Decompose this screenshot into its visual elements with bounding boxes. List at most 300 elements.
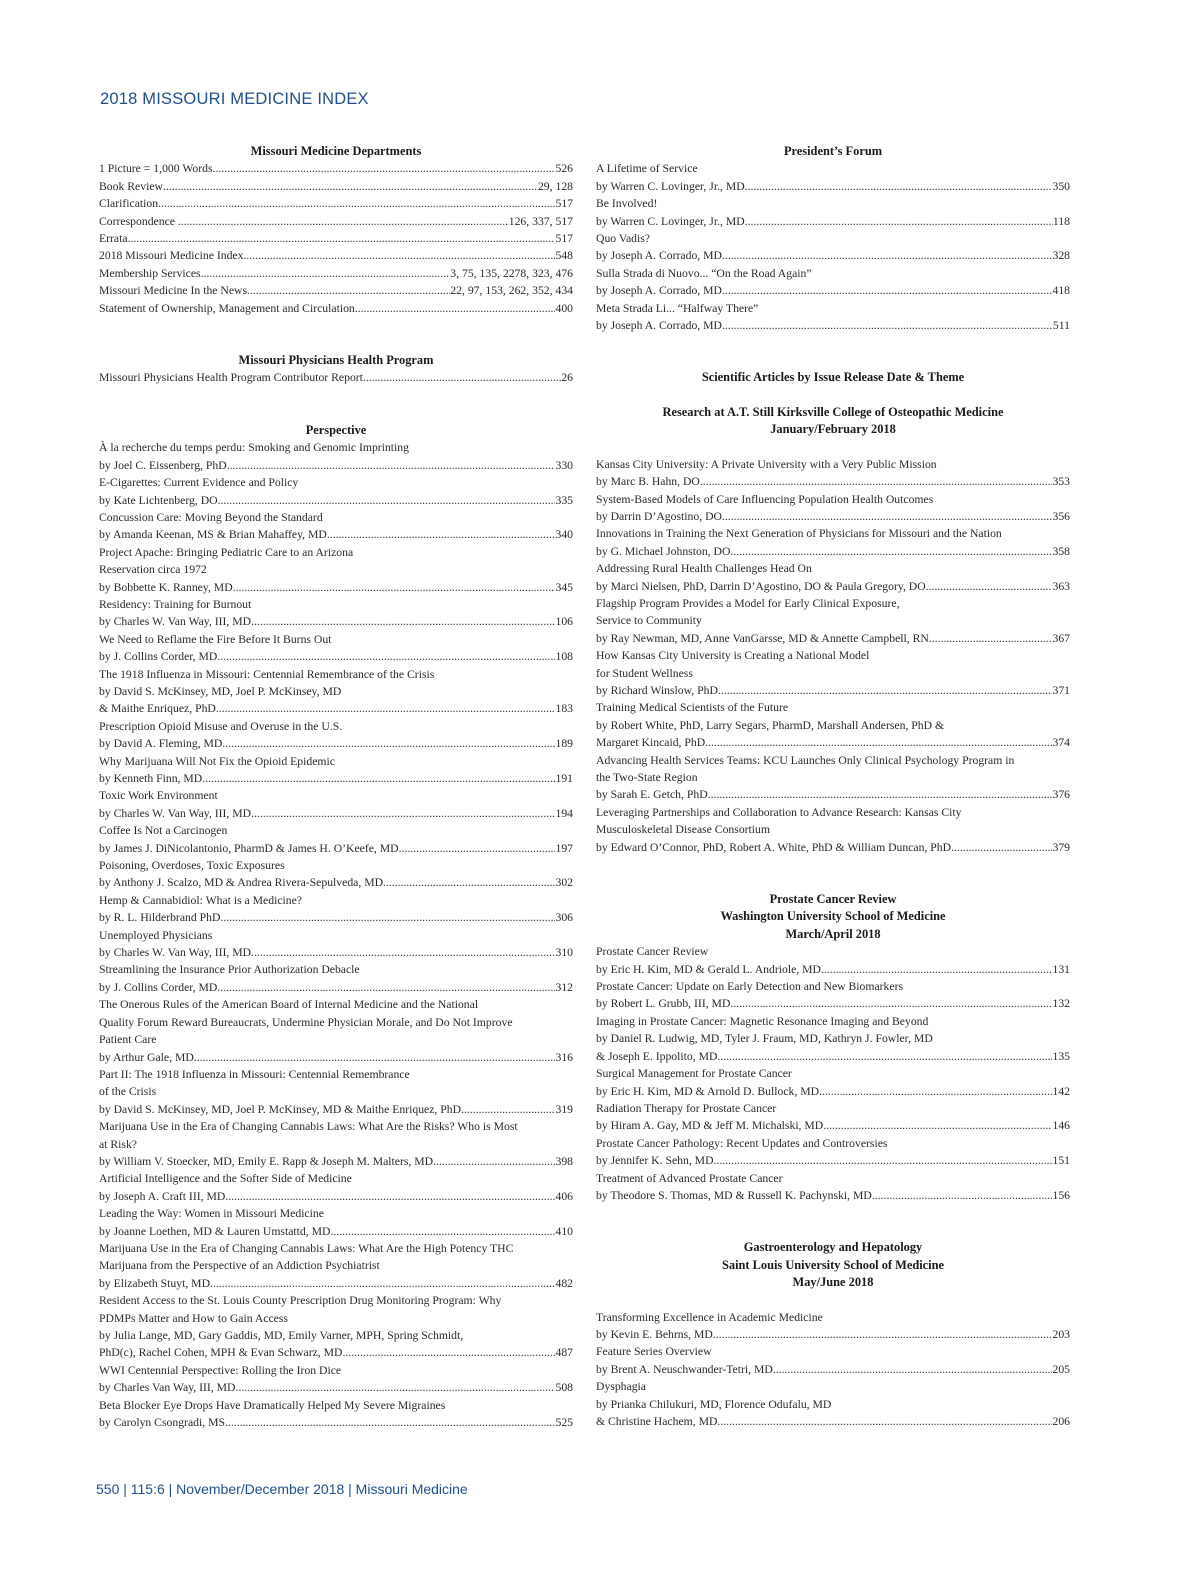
index-entry <box>596 230 1070 265</box>
entry-title-line: A Lifetime of Service <box>596 162 698 176</box>
entry-title-line: Poisoning, Overdoses, Toxic Exposures <box>99 859 285 873</box>
page-number: 131 <box>1052 962 1070 976</box>
section-title-line: Prostate Cancer Review <box>769 892 897 907</box>
entry-title-line: of the Crisis <box>99 1085 157 1099</box>
index-entry <box>596 978 1070 1013</box>
dot-leader <box>705 734 1052 751</box>
entry-reference-line <box>99 613 573 630</box>
entry-text: by Richard Winslow, PhD <box>596 683 718 697</box>
dot-leader <box>158 195 555 212</box>
page-number: 525 <box>555 1416 573 1430</box>
dot-leader <box>251 613 555 630</box>
entry-reference-line <box>596 961 1070 978</box>
entry-title-line: Surgical Management for Prostate Cancer <box>596 1067 792 1081</box>
right-column <box>596 143 1070 1430</box>
page-number: 108 <box>555 650 573 664</box>
entry-reference-line <box>596 578 1070 595</box>
entry-title-line: by Julia Lange, MD, Gary Gaddis, MD, Emily Varner, MPH, Spring Schmidt, <box>99 1329 464 1342</box>
entry-title-line: WWI Centennial Perspective: Rolling the Iron Dice <box>99 1363 342 1377</box>
entry-text: by Kenneth Finn, MD <box>99 772 203 785</box>
dot-leader <box>222 213 509 230</box>
entry-text: by Robert L. Grubb, III, MD <box>596 997 731 1011</box>
entry-text: by Joseph A. Corrado, MD <box>596 319 722 333</box>
entry-text: by Arthur Gale, MD <box>99 1050 194 1064</box>
dot-leader <box>773 1361 1053 1378</box>
index-entry <box>596 1343 1070 1378</box>
entry-text: by Charles Van Way, III, MD <box>99 1381 236 1395</box>
dot-leader <box>210 1275 555 1292</box>
page-number: 194 <box>555 806 573 820</box>
entry-text: by Joel C. Eissenberg, PhD <box>99 458 227 472</box>
entry-title-line: Prescription Opioid Misuse and Overuse in the U.S. <box>99 719 343 733</box>
entry-title-line: by Robert White, PhD, Larry Segars, PharmD, Marshall Andersen, PhD & <box>596 718 945 732</box>
index-entry <box>596 491 1070 526</box>
entry-title-line: Radiation Therapy for Prostate Cancer <box>596 1101 777 1115</box>
page-number: 356 <box>1052 509 1070 523</box>
index-entry <box>99 1240 573 1292</box>
index-entry <box>99 787 573 822</box>
dot-leader <box>872 1187 1053 1204</box>
entry-title-line: Imaging in Prostate Cancer: Magnetic Resonance Imaging and Beyond <box>596 1014 929 1028</box>
page-number: 511 <box>1052 319 1070 333</box>
entry-title-line: Concussion Care: Moving Beyond the Standard <box>99 510 323 524</box>
entry-reference-line <box>99 735 573 752</box>
section-heading <box>596 143 1070 160</box>
dot-leader <box>714 1152 1053 1169</box>
page-number: 379 <box>1052 840 1070 854</box>
entry-title-line: Treatment of Advanced Prostate Cancer <box>596 1171 783 1185</box>
index-entry <box>99 213 573 230</box>
index-entry <box>99 544 573 596</box>
entry-text: by William V. Stoecker, MD, Emily E. Rapp & Joseph M. Malters, MD <box>99 1154 434 1168</box>
entry-title-line: Service to Community <box>596 614 702 628</box>
entry-title-line: by David S. McKinsey, MD, Joel P. McKinsey, MD <box>99 684 342 698</box>
entry-text: by Amanda Keenan, MS & Brian Mahaffey, MD <box>99 528 327 542</box>
dot-leader <box>202 770 555 787</box>
entry-text: by Edward O’Connor, PhD, Robert A. White, PhD & William Duncan, PhD <box>596 840 952 854</box>
index-entry <box>596 195 1070 230</box>
page-number: 371 <box>1052 683 1070 697</box>
left-column <box>99 143 573 1431</box>
dot-leader <box>722 508 1053 525</box>
entry-title-line: Patient Care <box>99 1033 157 1047</box>
entry-reference-line <box>99 1101 573 1118</box>
index-entry <box>596 804 1070 856</box>
entry-text: by Theodore S. Thomas, MD & Russell K. Pachynski, MD <box>596 1188 872 1202</box>
entry-text: by Elizabeth Stuyt, MD <box>99 1276 211 1290</box>
index-entry <box>99 996 573 1066</box>
page-number: 183 <box>555 702 573 716</box>
page-number: 312 <box>555 980 573 994</box>
entry-reference-line <box>596 473 1070 490</box>
index-entry <box>99 753 573 788</box>
page-number: 517 <box>555 232 573 246</box>
entry-text: Statement of Ownership, Management and Circulation <box>99 301 355 315</box>
page-number: 306 <box>555 911 573 925</box>
page-number: 328 <box>1052 249 1070 263</box>
index-entry <box>99 1118 573 1170</box>
entry-text: Errata <box>99 232 128 246</box>
entry-title-line: Prostate Cancer Review <box>596 945 709 959</box>
entry-text: & Christine Hachem, MD <box>596 1415 718 1428</box>
dot-leader <box>243 247 555 264</box>
entry-title-line: Leading the Way: Women in Missouri Medicine <box>99 1207 324 1221</box>
entry-title-line: We Need to Reflame the Fire Before It Burns Out <box>99 632 332 646</box>
entry-reference-line <box>99 492 573 509</box>
page-number: 335 <box>555 493 573 507</box>
entry-text: by R. L. Hilderbrand PhD <box>99 911 221 925</box>
spacer <box>99 387 573 422</box>
page-number: 487 <box>555 1346 573 1360</box>
entry-text: & Maithe Enriquez, PhD <box>99 702 216 716</box>
dot-leader <box>929 630 1053 647</box>
dot-leader <box>227 457 556 474</box>
index-entry <box>99 178 573 195</box>
dot-leader <box>713 1326 1053 1343</box>
entry-title-line: the Two-State Region <box>596 771 698 784</box>
entry-title-line: Resident Access to the St. Louis County Prescription Drug Monitoring Program: Why <box>99 1294 502 1308</box>
dot-leader <box>745 213 1053 230</box>
entry-text: & Joseph E. Ippolito, MD <box>596 1049 718 1063</box>
section-heading <box>596 369 1070 386</box>
dot-leader <box>163 178 538 195</box>
spacer <box>596 439 1070 456</box>
entry-reference-line <box>99 265 573 282</box>
entry-title-line: Advancing Health Services Teams: KCU Launches Only Clinical Psychology Program in <box>596 753 1015 767</box>
dot-leader <box>461 1101 555 1118</box>
index-entry <box>596 1309 1070 1344</box>
entry-text: by Joseph A. Corrado, MD <box>596 249 722 263</box>
page-number: 205 <box>1052 1362 1070 1376</box>
index-entry <box>99 474 573 509</box>
entry-text: by Marci Nielsen, PhD, Darrin D’Agostino, DO & Paula Gregory, DO <box>596 579 926 593</box>
entry-reference-line <box>99 770 573 787</box>
entry-reference-line <box>99 247 573 264</box>
dot-leader <box>247 282 450 299</box>
dot-leader <box>399 840 556 857</box>
index-entry <box>99 247 573 264</box>
index-entry <box>596 943 1070 978</box>
dot-leader <box>823 1117 1052 1134</box>
entry-title-line: System-Based Models of Care Influencing Population Health Outcomes <box>596 492 934 506</box>
entry-title-line: The 1918 Influenza in Missouri: Centennial Remembrance of the Crisis <box>99 667 435 681</box>
page-number: 310 <box>555 946 573 960</box>
entry-title-line: Residency: Training for Burnout <box>99 597 252 611</box>
entry-text: by David A. Fleming, MD <box>99 737 223 751</box>
page-number: 345 <box>555 580 573 594</box>
entry-reference-line <box>99 300 573 317</box>
entry-reference-line <box>99 909 573 926</box>
entry-text: 2018 Missouri Medicine Index <box>99 249 244 263</box>
index-entry <box>99 718 573 753</box>
entry-text: by Eric H. Kim, MD & Arnold D. Bullock, MD <box>596 1084 820 1098</box>
entry-reference-line <box>99 1188 573 1205</box>
page-number: 330 <box>555 458 573 472</box>
dot-leader <box>926 578 1053 595</box>
index-entry <box>99 822 573 857</box>
spacer <box>596 1204 1070 1239</box>
dot-leader <box>717 1413 1052 1430</box>
entry-title-line: Innovations in Training the Next Generation of Physicians for Missouri and the Nation <box>596 527 1002 541</box>
dot-leader <box>217 648 555 665</box>
entry-reference-line <box>99 230 573 247</box>
section-heading <box>596 891 1070 943</box>
entry-text: by Joseph A. Craft III, MD <box>99 1189 226 1203</box>
entry-reference-line <box>596 734 1070 751</box>
dot-leader <box>718 682 1053 699</box>
index-entry <box>596 560 1070 595</box>
entry-text: by James J. DiNicolantonio, PharmD & James H. O’Keefe, MD <box>99 841 399 855</box>
entry-text: Missouri Physicians Health Program Contributor Report <box>99 371 363 385</box>
dot-leader <box>821 961 1053 978</box>
entry-reference-line <box>99 195 573 212</box>
page-number: 350 <box>1052 179 1070 193</box>
index-entry <box>596 1013 1070 1065</box>
index-entry <box>596 525 1070 560</box>
index-entry <box>99 509 573 544</box>
dot-leader <box>217 979 555 996</box>
index-entry <box>99 927 573 962</box>
entry-title-line: Marijuana from the Perspective of an Addiction Psychiatrist <box>99 1259 380 1273</box>
section-title-line: Scientific Articles by Issue Release Date & Theme <box>701 370 965 385</box>
dot-leader <box>218 492 556 509</box>
entry-title-line: Streamlining the Insurance Prior Authorization Debacle <box>99 963 360 977</box>
index-entry <box>99 857 573 892</box>
section-title-line: Saint Louis University School of Medicine <box>721 1257 944 1272</box>
entry-text: by Warren C. Lovinger, Jr., MD <box>596 214 745 228</box>
index-entry <box>99 1397 573 1432</box>
page-number: 135 <box>1052 1049 1070 1063</box>
index-entry <box>596 160 1070 195</box>
page-number: 22, 97, 153, 262, 352, 434 <box>450 284 573 298</box>
index-entry <box>99 282 573 299</box>
entry-text: by Charles W. Van Way, III, MD <box>99 615 252 629</box>
index-entry <box>99 631 573 666</box>
entry-text: by J. Collins Corder, MD <box>99 980 218 994</box>
spacer <box>596 1292 1070 1309</box>
entry-reference-line <box>99 369 573 386</box>
dot-leader <box>225 1414 556 1431</box>
dot-leader <box>342 1344 555 1361</box>
entry-title-line: Project Apache: Bringing Pediatric Care to an Arizona <box>99 545 354 559</box>
index-entry <box>99 369 573 386</box>
dot-leader <box>194 1049 556 1066</box>
index-entry <box>99 1292 573 1362</box>
page-number: 526 <box>555 162 573 176</box>
section-heading <box>99 143 573 160</box>
page-number: 3, 75, 135, 2278, 323, 476 <box>450 266 573 280</box>
entry-title-line: Feature Series Overview <box>596 1345 712 1359</box>
entry-title-line: Dysphagia <box>596 1380 646 1394</box>
page-number: 142 <box>1052 1084 1070 1098</box>
dot-leader <box>722 317 1053 334</box>
spacer <box>99 317 573 352</box>
entry-reference-line <box>596 839 1070 856</box>
entry-text: by Joseph A. Corrado, MD <box>596 284 722 298</box>
section-heading <box>99 422 573 439</box>
entry-title-line: Quo Vadis? <box>596 232 650 246</box>
spacer <box>596 334 1070 369</box>
entry-reference-line <box>99 282 573 299</box>
section-heading <box>99 352 573 369</box>
index-entry <box>596 265 1070 300</box>
page-number: 400 <box>555 301 573 315</box>
page-footer: 550 | 115:6 | November/December 2018 | Missouri Medicine <box>96 1481 468 1497</box>
section-title-line: Missouri Medicine Departments <box>250 144 422 158</box>
entry-reference-line <box>596 1048 1070 1065</box>
entry-text: Membership Services <box>99 266 201 280</box>
index-entry <box>596 699 1070 751</box>
entry-reference-line <box>596 317 1070 334</box>
page-number: 146 <box>1052 1119 1070 1133</box>
entry-reference-line <box>99 160 573 177</box>
page-number: 508 <box>555 1381 573 1395</box>
entry-reference-line <box>596 1117 1070 1134</box>
entry-title-line: Unemployed Physicians <box>99 928 213 942</box>
entry-text: by Kate Lichtenberg, DO <box>99 493 218 507</box>
dot-leader <box>745 178 1053 195</box>
entry-title-line: How Kansas City University is Creating a National Model <box>596 649 870 663</box>
page-number: 482 <box>555 1276 573 1290</box>
entry-reference-line <box>99 944 573 961</box>
dot-leader <box>251 944 555 961</box>
dot-leader <box>233 579 556 596</box>
entry-reference-line <box>99 526 573 543</box>
dot-leader <box>722 282 1053 299</box>
entry-title-line: at Risk? <box>99 1137 137 1151</box>
entry-reference-line <box>596 1083 1070 1100</box>
dot-leader <box>708 786 1053 803</box>
entry-title-line: Hemp & Cannabidiol: What is a Medicine? <box>99 893 302 907</box>
entry-text: Correspondence ............... <box>99 214 222 228</box>
dot-leader <box>383 874 555 891</box>
page-number: 191 <box>555 772 573 785</box>
entry-title-line: Sulla Strada di Nuovo... “On the Road Again” <box>596 266 812 280</box>
page-number: 319 <box>555 1102 573 1116</box>
entry-reference-line <box>596 1413 1070 1430</box>
entry-text: PhD(c), Rachel Cohen, MPH & Evan Schwarz, MD <box>99 1346 343 1360</box>
page-number: 363 <box>1052 579 1070 593</box>
entry-text: by Hiram A. Gay, MD & Jeff M. Michalski, MD <box>596 1119 824 1133</box>
page-number: 106 <box>555 615 573 629</box>
dot-leader <box>225 1188 555 1205</box>
page-number: 398 <box>555 1154 573 1168</box>
entry-reference-line <box>99 1344 573 1361</box>
entry-reference-line <box>99 1379 573 1396</box>
entry-title-line: PDMPs Matter and How to Gain Access <box>99 1311 288 1325</box>
dot-leader <box>235 1379 555 1396</box>
entry-reference-line <box>596 630 1070 647</box>
entry-title-line: Leveraging Partnerships and Collaboration to Advance Research: Kansas City <box>596 805 962 819</box>
index-entry <box>99 892 573 927</box>
index-entry <box>99 1170 573 1205</box>
page-number: 126, 337, 517 <box>508 214 573 228</box>
dot-leader <box>717 1048 1052 1065</box>
entry-reference-line <box>596 786 1070 803</box>
entry-text: Margaret Kincaid, PhD <box>596 736 706 750</box>
dot-leader <box>327 526 556 543</box>
entry-reference-line <box>99 840 573 857</box>
index-entry <box>99 596 573 631</box>
entry-title-line: À la recherche du temps perdu: Smoking and Genomic Imprinting <box>99 441 409 455</box>
entry-reference-line <box>99 805 573 822</box>
entry-text: Book Review <box>99 179 163 193</box>
dot-leader <box>330 1223 555 1240</box>
section-heading <box>596 404 1070 439</box>
page-number: 406 <box>555 1189 573 1203</box>
entry-title-line: Be Involved! <box>596 197 658 211</box>
entry-title-line: Beta Blocker Eye Drops Have Dramatically Helped My Severe Migraines <box>99 1398 446 1412</box>
entry-title-line: Musculoskeletal Disease Consortium <box>596 823 770 837</box>
page-number: 156 <box>1052 1188 1070 1202</box>
spacer <box>596 856 1070 891</box>
entry-title-line: The Onerous Rules of the American Board of Internal Medicine and the National <box>99 998 479 1012</box>
entry-title-line: Why Marijuana Will Not Fix the Opioid Epidemic <box>99 754 335 768</box>
index-entry <box>99 1205 573 1240</box>
page-number: 358 <box>1052 544 1070 558</box>
entry-title-line: Part II: The 1918 Influenza in Missouri: Centennial Remembrance <box>99 1067 410 1081</box>
entry-reference-line <box>99 213 573 230</box>
dot-leader <box>363 369 561 386</box>
entry-text: by Ray Newman, MD, Anne VanGarsse, MD & Annette Campbell, RN <box>596 631 929 645</box>
page-number: 418 <box>1052 284 1070 298</box>
section-title-line: January/February 2018 <box>770 422 896 437</box>
entry-reference-line <box>596 1152 1070 1169</box>
entry-title-line: Marijuana Use in the Era of Changing Cannabis Laws: What Are the High Potency THC <box>99 1241 514 1255</box>
index-entry <box>596 1170 1070 1205</box>
entry-reference-line <box>99 579 573 596</box>
dot-leader <box>433 1153 555 1170</box>
entry-reference-line <box>596 213 1070 230</box>
entry-title-line: Prostate Cancer: Update on Early Detection and New Biomarkers <box>596 980 904 994</box>
entry-text: Missouri Medicine In the News <box>99 284 248 298</box>
dot-leader <box>951 839 1052 856</box>
entry-text: by Kevin E. Behrns, MD <box>596 1327 713 1341</box>
index-entry <box>99 195 573 212</box>
dot-leader <box>220 909 555 926</box>
entry-title-line: Quality Forum Reward Bureaucrats, Undermine Physician Morale, and Do Not Improve <box>99 1015 513 1029</box>
entry-text: by Jennifer K. Sehn, MD <box>596 1154 714 1168</box>
entry-title-line: Reservation circa 1972 <box>99 563 207 577</box>
index-entry <box>99 265 573 282</box>
entry-reference-line <box>99 457 573 474</box>
dot-leader <box>730 543 1052 560</box>
index-entry <box>99 160 573 177</box>
entry-text: by Brent A. Neuschwander-Tetri, MD <box>596 1362 773 1376</box>
section-title-line: May/June 2018 <box>792 1275 874 1290</box>
dot-leader <box>700 473 1053 490</box>
dot-leader <box>201 265 451 282</box>
page-number: 316 <box>555 1050 573 1064</box>
index-entry <box>596 1065 1070 1100</box>
entry-reference-line <box>596 1187 1070 1204</box>
index-entry <box>99 1066 573 1118</box>
entry-reference-line <box>596 282 1070 299</box>
index-entry <box>99 961 573 996</box>
entry-title-line: for Student Wellness <box>596 666 693 680</box>
page-number: 189 <box>555 737 573 751</box>
index-entry <box>596 1100 1070 1135</box>
entry-title-line: by Prianka Chilukuri, MD, Florence Odufalu, MD <box>596 1397 832 1411</box>
entry-reference-line <box>99 178 573 195</box>
entry-text: by G. Michael Johnston, DO <box>596 544 731 558</box>
entry-reference-line <box>596 1361 1070 1378</box>
entry-text: by Charles W. Van Way, III, MD <box>99 806 252 820</box>
entry-reference-line <box>596 1326 1070 1343</box>
entry-reference-line <box>596 247 1070 264</box>
entry-reference-line <box>99 700 573 717</box>
section-title-line: President’s Forum <box>783 144 883 158</box>
